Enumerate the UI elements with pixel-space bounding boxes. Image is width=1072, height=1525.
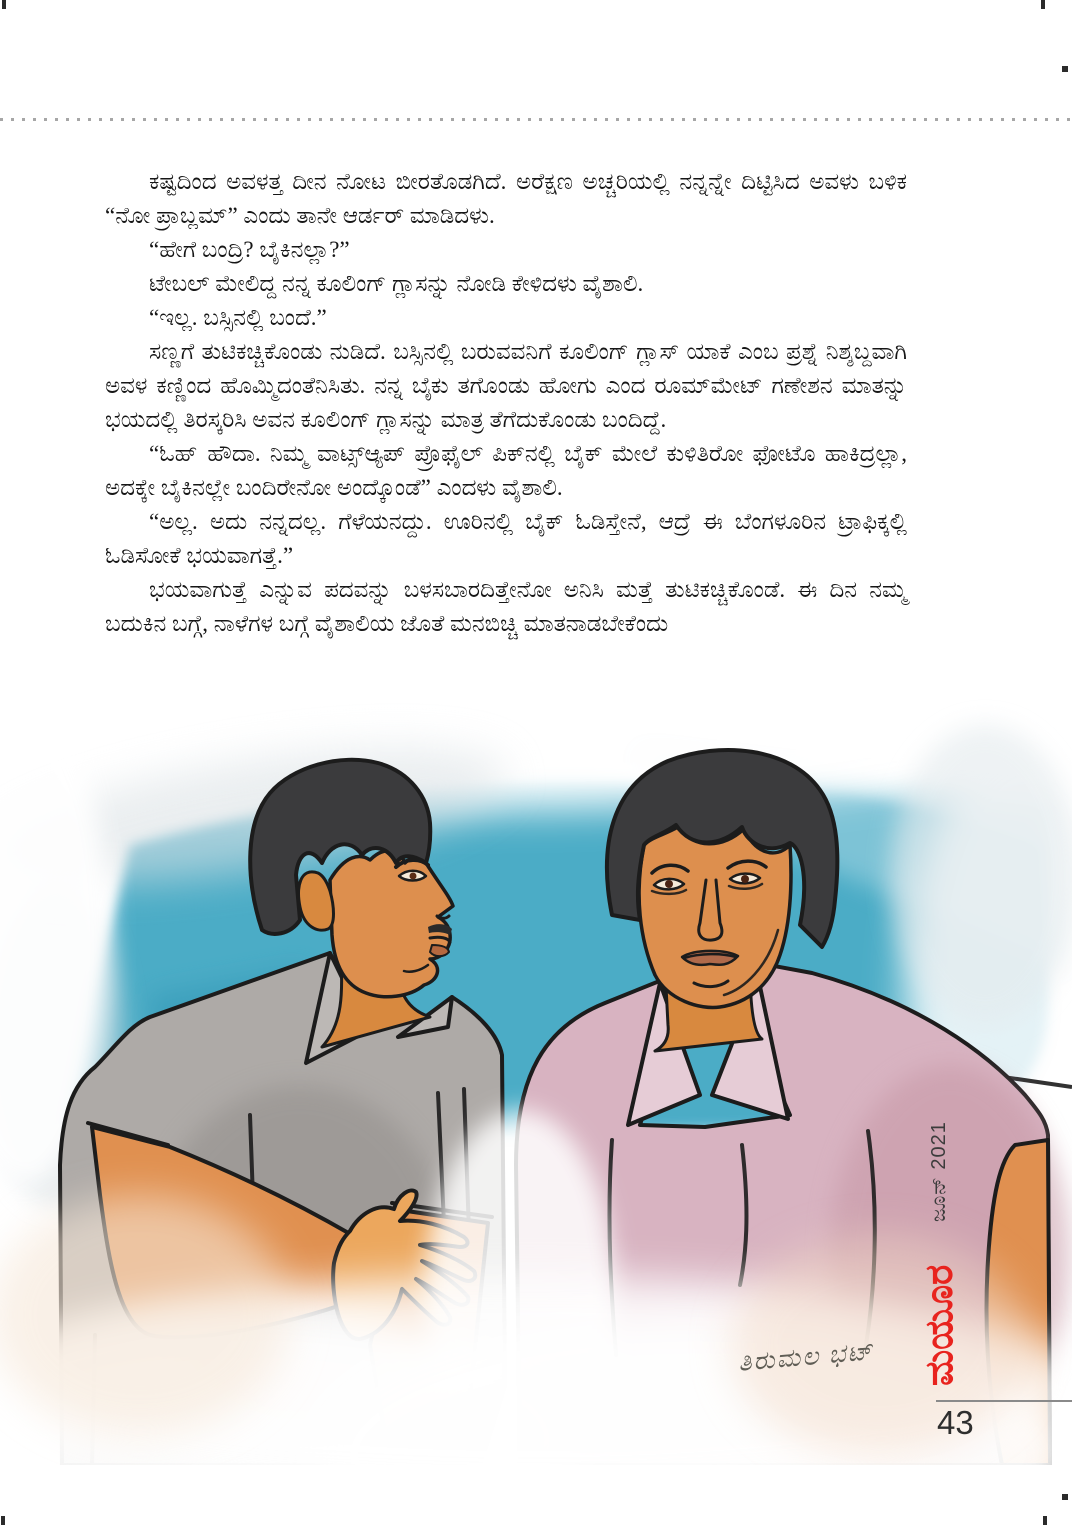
- story-text: [105, 165, 907, 641]
- story-paragraph: “ಹೇಗೆ ಬಂದ್ರಿ? ಬೈಕಿನಲ್ಲಾ?”: [149, 237, 350, 262]
- story-paragraph: ಸಣ್ಣಗೆ ತುಟಿಕಚ್ಚಿಕೊಂಡು ನುಡಿದೆ. ಬಸ್ಸಿನಲ್ಲಿ ಬರುವವನಿಗೆ ಕೂಲಿಂಗ್ ಗ್ಲಾಸ್ ಯಾಕೆ ಎಂಬ ಪ್ರಶ್ನೆ ನಿಶ್ಶಬ್ದವಾಗಿ ಅವಳ ಕಣ್ಣಿಂದ ಹೊಮ್ಮಿದಂತೆನಿಸಿತು. ನನ್ನ ಬೈಕು ತಗೊಂಡು ಹೋಗು ಎಂದ ರೂಮ್‌ಮೇಟ್ ಗಣೇಶನ ಮಾತನ್ನು ಭಯದಲ್ಲಿ ತಿರಸ್ಕರಿಸಿ ಅವನ ಕೂಲಿಂಗ್ ಗ್ಲಾಸನ್ನು ಮಾತ್ರ ತೆಗೆದುಕೊಂಡು ಬಂದಿದ್ದೆ.: [105, 339, 907, 432]
- story-paragraph: “ಅಲ್ಲ. ಅದು ನನ್ನದಲ್ಲ. ಗೆಳೆಯನದ್ದು. ಊರಿನಲ್ಲಿ ಬೈಕ್ ಓಡಿಸ್ತೇನೆ, ಆದ್ರೆ ಈ ಬೆಂಗಳೂರಿನ ಟ್ರಾಫಿಕ್ಕಲ್ಲಿ ಓಡಿಸೋಕೆ ಭಯವಾಗತ್ತೆ.”: [105, 509, 907, 568]
- magazine-name-vertical: ಮಯೂರ: [919, 1264, 961, 1386]
- crop-mark: [1041, 0, 1045, 9]
- footer-rule: [936, 1400, 1072, 1402]
- story-paragraph: “ಓಹ್ ಹೌದಾ. ನಿಮ್ಮ ವಾಟ್ಸ್‌ಆ್ಯಪ್ ಪ್ರೊಫೈಲ್ ಪಿಕ್‌ನಲ್ಲಿ ಬೈಕ್ ಮೇಲೆ ಕುಳಿತಿರೋ ಫೋಟೊ ಹಾಕಿದ್ರಲ್ಲಾ, ಅದಕ್ಕೇ ಬೈಕಿನಲ್ಲೇ ಬಂದಿರೇನೋ ಅಂದ್ಕೊಂಡೆ” ಎಂದಳು ವೈಶಾಲಿ.: [105, 441, 907, 500]
- crop-mark: [1043, 1516, 1047, 1525]
- story-paragraph: ಟೇಬಲ್ ಮೇಲಿದ್ದ ನನ್ನ ಕೂಲಿಂಗ್ ಗ್ಲಾಸನ್ನು ನೋಡಿ ಕೇಳಿದಳು ವೈಶಾಲಿ.: [149, 271, 644, 296]
- dotted-separator: [0, 118, 1072, 121]
- story-illustration: [0, 695, 1072, 1465]
- story-paragraph: “ಇಲ್ಲ. ಬಸ್ಸಿನಲ್ಲಿ ಬಂದೆ.”: [149, 305, 327, 330]
- story-paragraph: ಕಷ್ಟದಿಂದ ಅವಳತ್ತ ದೀನ ನೋಟ ಬೀರತೊಡಗಿದೆ. ಅರೆಕ್ಷಣ ಅಚ್ಚರಿಯಲ್ಲಿ ನನ್ನನ್ನೇ ದಿಟ್ಟಿಸಿದ ಅವಳು ಬಳಿಕ “ನೋ ಪ್ರಾಬ್ಲಮ್” ಎಂದು ತಾನೇ ಆರ್ಡರ್ ಮಾಡಿದಳು.: [105, 169, 907, 228]
- crop-mark: [1062, 1494, 1068, 1500]
- crop-mark: [2, 0, 6, 9]
- page-number: 43: [937, 1404, 974, 1441]
- issue-date-vertical: ಜೂನ್ 2021: [928, 1121, 950, 1223]
- crop-mark: [1062, 66, 1068, 72]
- right-man-face: [639, 827, 791, 1008]
- crop-mark: [1, 1516, 5, 1525]
- artist-signature: ತಿರುಮಲ ಭಟ್: [737, 1338, 876, 1377]
- story-paragraph: ಭಯವಾಗುತ್ತೆ ಎನ್ನುವ ಪದವನ್ನು ಬಳಸಬಾರದಿತ್ತೇನೋ ಅನಿಸಿ ಮತ್ತೆ ತುಟಿಕಚ್ಚಿಕೊಂಡೆ. ಈ ದಿನ ನಮ್ಮ ಬದುಕಿನ ಬಗ್ಗೆ, ನಾಳೆಗಳ ಬಗ್ಗೆ ವೈಶಾಲಿಯ ಜೊತೆ ಮನಬಿಚ್ಚಿ ಮಾತನಾಡಬೇಕೆಂದು: [105, 577, 907, 636]
